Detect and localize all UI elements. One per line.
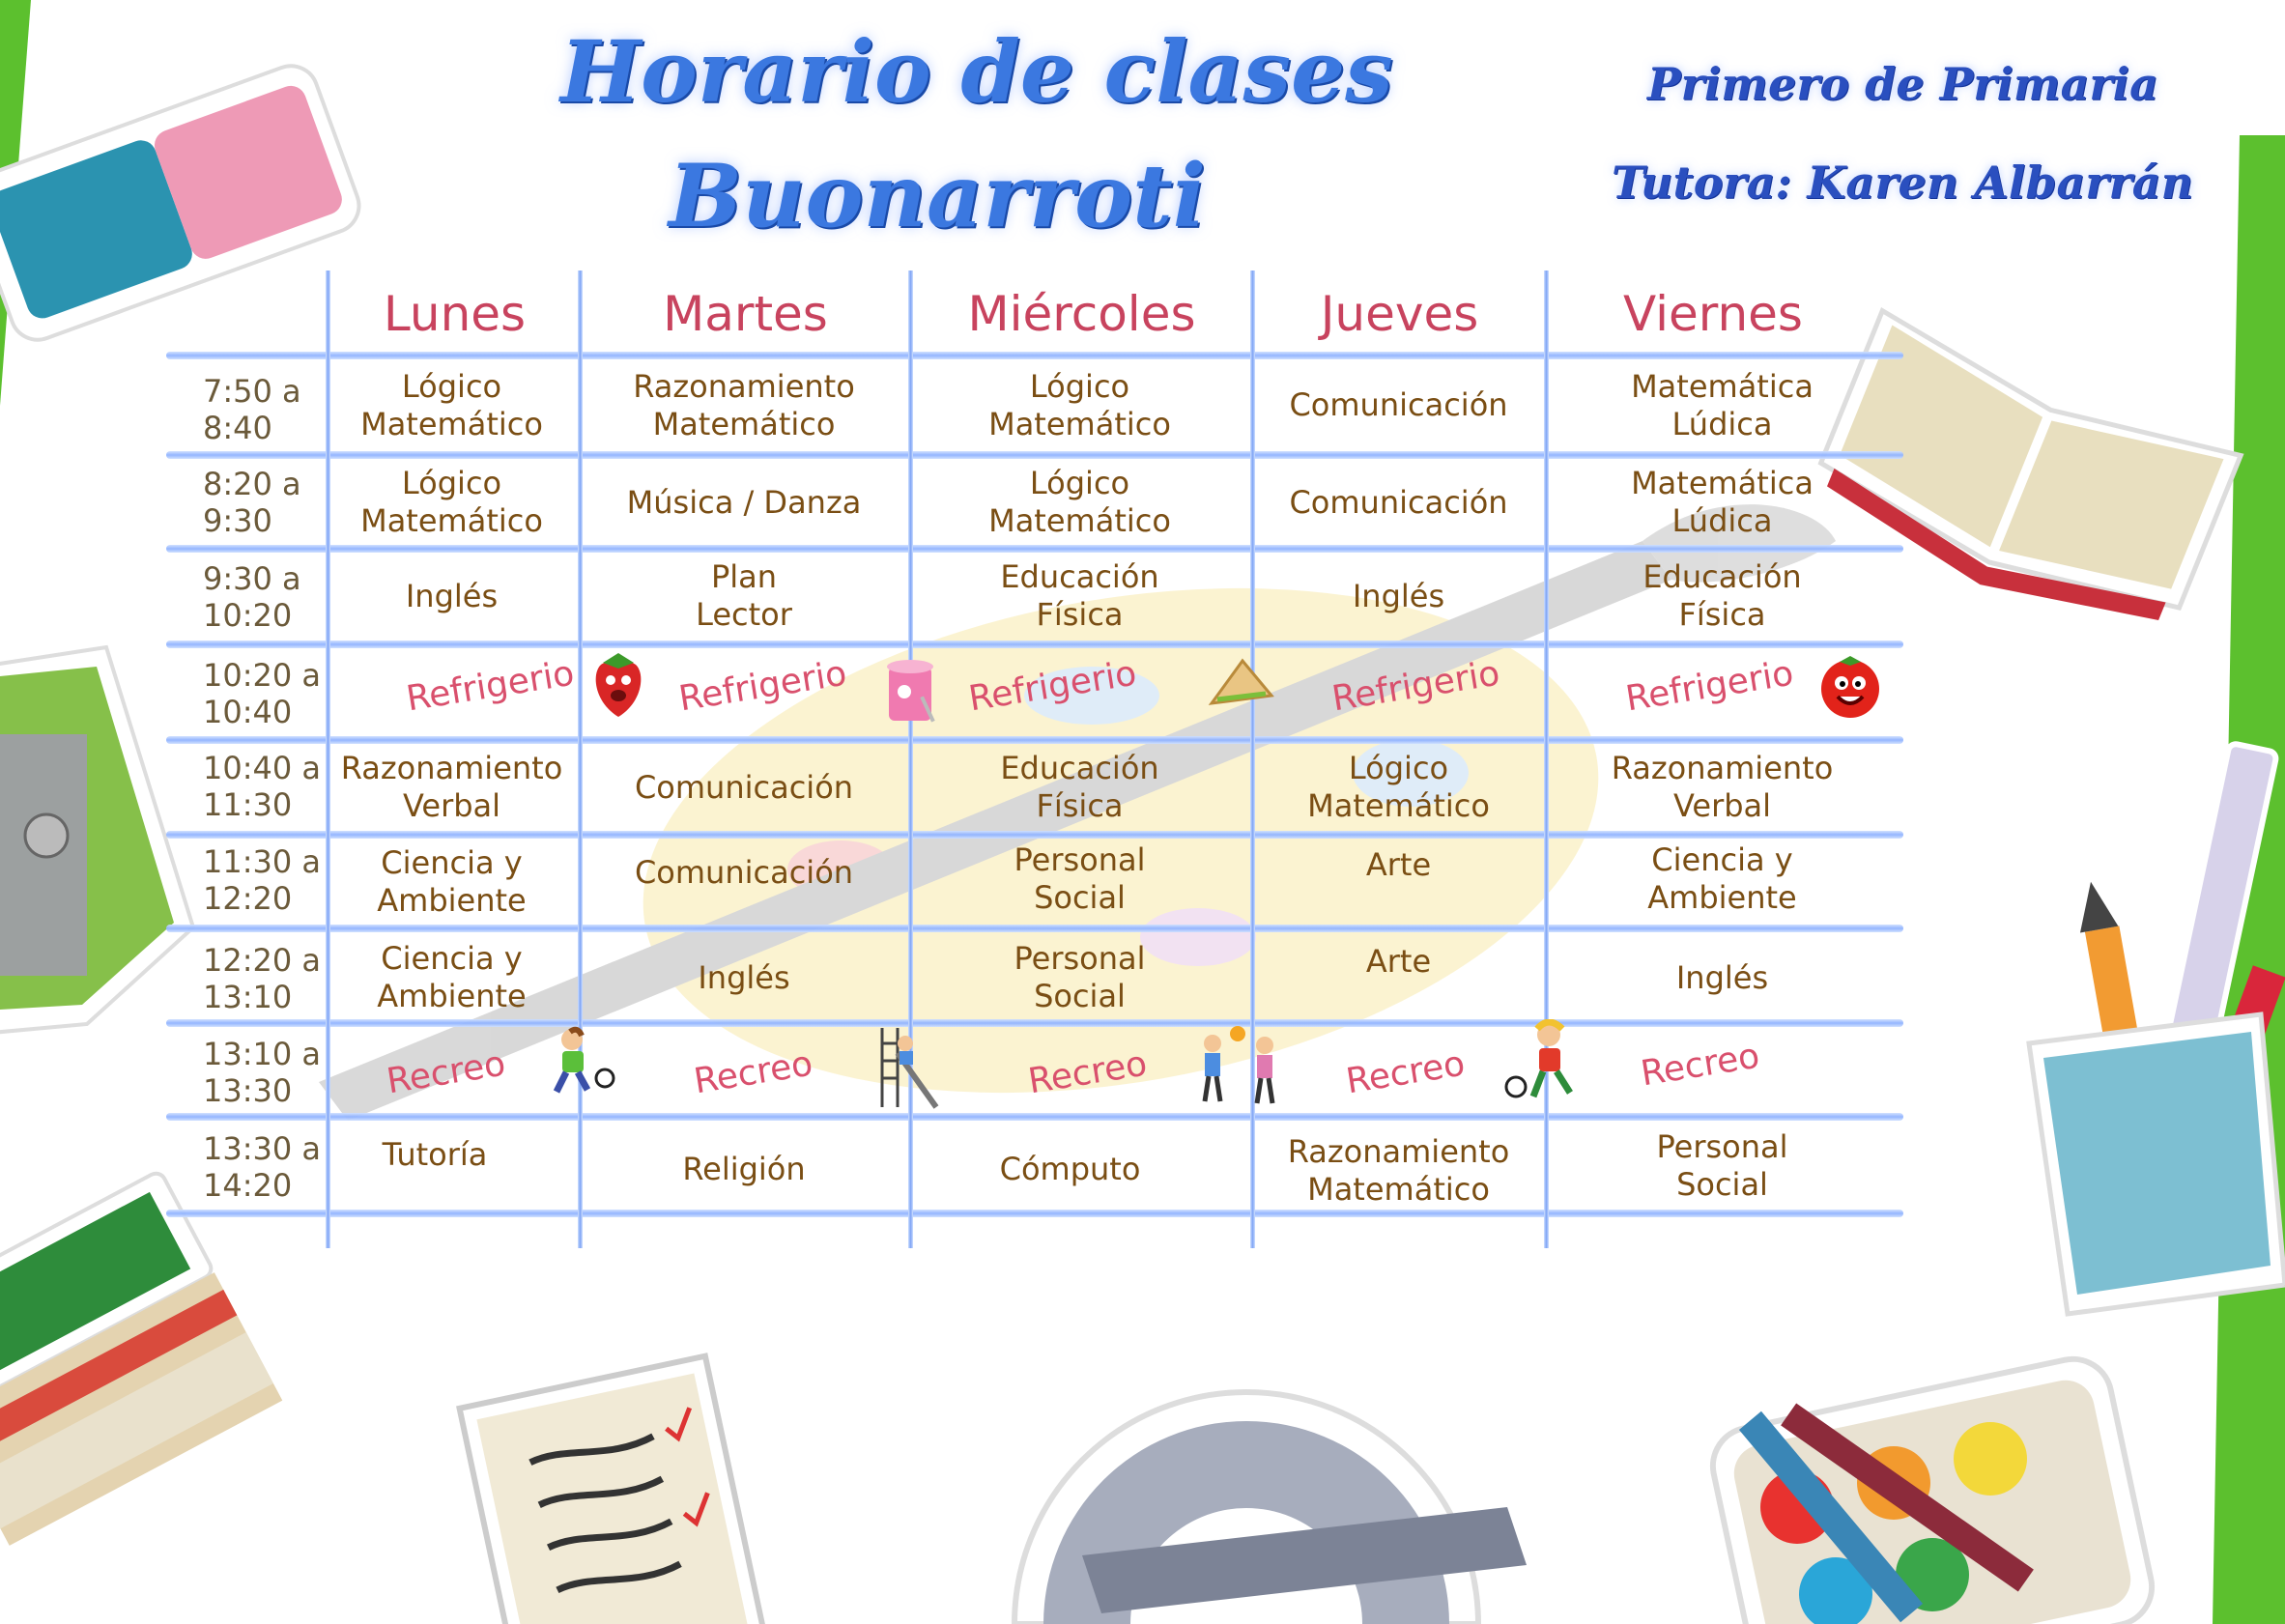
break-label: Refrigerio bbox=[1328, 653, 1502, 720]
title-line-2: Buonarroti bbox=[669, 145, 1206, 247]
grid-line bbox=[166, 736, 1903, 744]
break-label: Recreo bbox=[691, 1043, 815, 1102]
subject-cell: Matemática Lúdica bbox=[1631, 367, 1814, 442]
time-slot: 10:40 a 11:30 bbox=[203, 750, 321, 823]
subject-cell: Educación Física bbox=[1000, 558, 1159, 633]
subject-cell: Tutoría bbox=[382, 1135, 488, 1173]
kid-soccer-icon bbox=[1502, 1019, 1589, 1111]
day-header-jueves: Jueves bbox=[1320, 286, 1479, 342]
break-label: Recreo bbox=[1343, 1043, 1468, 1102]
subject-cell: Inglés bbox=[405, 577, 499, 614]
subject-cell: Educación Física bbox=[1000, 750, 1159, 824]
subject-cell: Comunicación bbox=[1289, 386, 1508, 423]
grade-label: Primero de Primaria bbox=[1647, 58, 2158, 110]
subject-cell: Religión bbox=[682, 1150, 806, 1187]
subject-cell: Cómputo bbox=[999, 1150, 1141, 1187]
subject-cell: Razonamiento Matemático bbox=[1287, 1133, 1510, 1208]
day-header-miercoles: Miércoles bbox=[967, 286, 1196, 342]
day-header-lunes: Lunes bbox=[383, 286, 527, 342]
subject-cell: Música / Danza bbox=[626, 483, 862, 521]
break-label: Recreo bbox=[384, 1043, 508, 1102]
subject-cell: Plan Lector bbox=[696, 558, 792, 633]
time-slot: 11:30 a 12:20 bbox=[203, 843, 321, 917]
subject-cell: Comunicación bbox=[634, 853, 854, 891]
tutor-label: Tutora: Karen Albarrán bbox=[1612, 157, 2194, 209]
time-slot: 10:20 a 10:40 bbox=[203, 657, 321, 730]
break-label: Recreo bbox=[1638, 1036, 1762, 1095]
subject-cell: Lógico Matemático bbox=[1307, 750, 1490, 824]
subject-cell: Ciencia y Ambiente bbox=[1647, 841, 1797, 916]
subject-cell: Arte bbox=[1365, 942, 1432, 980]
title-line-1: Horario de clases bbox=[560, 21, 1393, 122]
subject-cell: Ciencia y Ambiente bbox=[377, 844, 527, 919]
time-slot: 13:10 a 13:30 bbox=[203, 1036, 321, 1109]
day-header-viernes: Viernes bbox=[1623, 286, 1803, 342]
grid-line bbox=[166, 545, 1903, 553]
subject-cell: Razonamiento Verbal bbox=[340, 750, 563, 824]
grid-line bbox=[166, 451, 1903, 459]
sandwich-icon bbox=[1208, 655, 1275, 713]
grid-line bbox=[166, 352, 1903, 359]
subject-cell: Lógico Matemático bbox=[988, 465, 1171, 539]
time-slot: 13:30 a 14:20 bbox=[203, 1130, 321, 1204]
pencil-cup-icon bbox=[2029, 743, 2285, 1314]
time-slot: 7:50 a 8:40 bbox=[203, 373, 301, 446]
kid-slide-icon bbox=[874, 1024, 942, 1111]
eraser-icon bbox=[0, 58, 366, 347]
day-header-martes: Martes bbox=[663, 286, 828, 342]
break-label: Refrigerio bbox=[1622, 653, 1796, 720]
subject-cell: Personal Social bbox=[1014, 940, 1146, 1014]
break-label: Refrigerio bbox=[403, 653, 577, 720]
kids-ball-icon bbox=[1184, 1022, 1290, 1109]
time-slot: 8:20 a 9:30 bbox=[203, 466, 301, 539]
book-stack-icon bbox=[0, 1170, 282, 1550]
break-label: Recreo bbox=[1025, 1043, 1150, 1102]
strawberry-icon bbox=[589, 649, 647, 721]
break-label: Refrigerio bbox=[965, 653, 1139, 720]
subject-cell: Matemática Lúdica bbox=[1631, 465, 1814, 539]
checklist-paper-icon bbox=[460, 1356, 770, 1624]
subject-cell: Inglés bbox=[698, 958, 790, 996]
tomato-icon bbox=[1816, 652, 1884, 720]
kid-soccer-icon bbox=[541, 1026, 618, 1103]
subject-cell: Lógico Matemático bbox=[360, 367, 543, 442]
subject-cell: Inglés bbox=[1352, 577, 1445, 614]
subject-cell: Razonamiento Verbal bbox=[1611, 750, 1834, 824]
grid-line bbox=[166, 925, 1903, 932]
subject-cell: Comunicación bbox=[634, 768, 854, 806]
sharpener-icon bbox=[0, 647, 193, 1034]
subject-cell: Lógico Matemático bbox=[360, 465, 543, 539]
watercolor-paint-icon bbox=[1705, 1352, 2158, 1624]
grid-line bbox=[166, 641, 1903, 648]
yogurt-icon bbox=[879, 657, 947, 727]
subject-cell: Ciencia y Ambiente bbox=[377, 940, 527, 1014]
break-label: Refrigerio bbox=[675, 653, 849, 720]
subject-cell: Arte bbox=[1365, 845, 1432, 883]
protractor-icon bbox=[1014, 1392, 1527, 1624]
subject-cell: Educación Física bbox=[1642, 558, 1802, 633]
time-slot: 9:30 a 10:20 bbox=[203, 560, 301, 634]
subject-cell: Personal Social bbox=[1656, 1128, 1788, 1203]
time-slot: 12:20 a 13:10 bbox=[203, 942, 321, 1015]
subject-cell: Personal Social bbox=[1014, 841, 1146, 916]
subject-cell: Lógico Matemático bbox=[988, 367, 1171, 442]
subject-cell: Inglés bbox=[1675, 958, 1769, 996]
subject-cell: Comunicación bbox=[1289, 483, 1508, 521]
subject-cell: Razonamiento Matemático bbox=[633, 367, 855, 442]
